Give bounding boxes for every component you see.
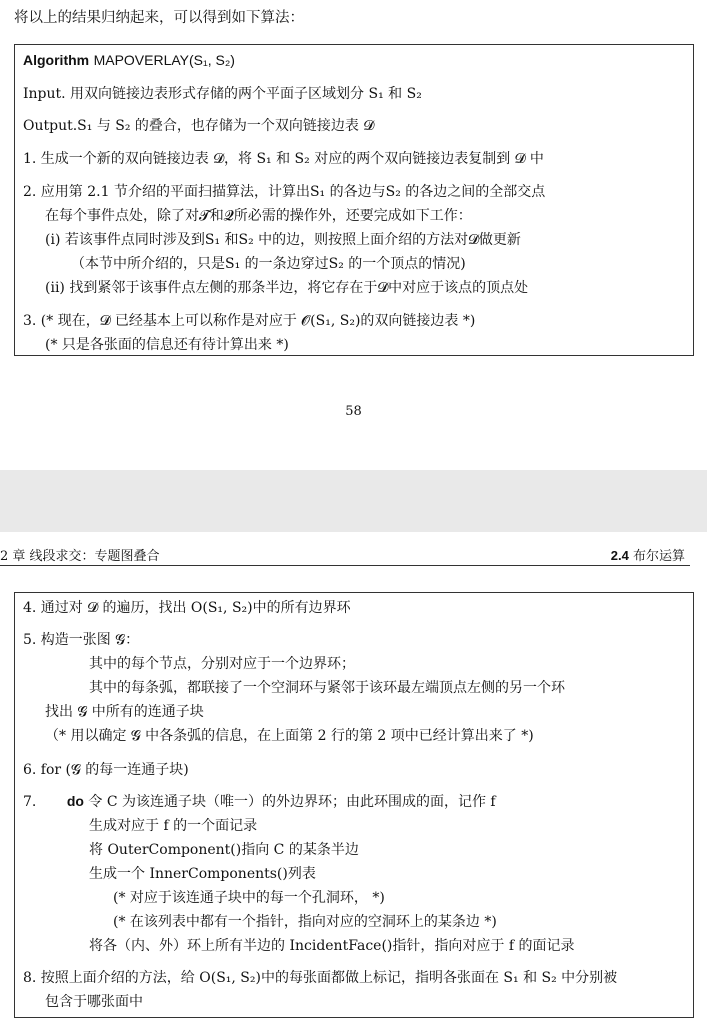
step-7-text: 令 C 为该连通子块（唯一）的外边界环；由此环围成的面，记作 f — [88, 794, 496, 810]
section-title: 布尔运算 — [632, 549, 685, 564]
step-7f: 将各（内、外）环上所有半边的 IncidentFace()指针，指向对应于 f 的面记录 — [89, 938, 575, 954]
step-5c: 找出 𝓖 中所有的连通子块 — [45, 704, 204, 720]
running-header — [0, 545, 707, 565]
output-line: Output.S₁ 与 S₂ 的叠合，也存储为一个双向链接边表 𝓓 — [23, 118, 375, 134]
page-gap — [0, 470, 707, 532]
step-5: 5. 构造一张图 𝓖： — [23, 632, 140, 648]
step-7 — [23, 791, 496, 811]
algorithm-box — [14, 44, 694, 356]
algorithm-title — [23, 52, 235, 69]
input-line: Input. 用双向链接边表形式存储的两个平面子区域划分 S₁ 和 S₂ — [23, 86, 422, 102]
step-3b: (* 只是各张面的信息还有待计算出来 *) — [45, 337, 289, 353]
step-2a: 2. 应用第 2.1 节介绍的平面扫描算法，计算出S₁ 的各边与S₂ 的各边之间的全部交点 — [23, 184, 546, 200]
step-6: 6. for (𝓖 的每一连通子块) — [23, 762, 189, 778]
section-number: 2.4 — [610, 548, 629, 563]
step-7d: (* 对应于该连通子块中的每一个孔洞环， *) — [113, 890, 385, 906]
step-7a: 生成对应于 f 的一个面记录 — [89, 818, 258, 834]
step-3a: 3. (* 现在，𝓓 已经基本上可以称作是对应于 𝓞(S₁, S₂)的双向链接边表 *) — [23, 313, 476, 329]
step-7-number: 7. — [23, 794, 37, 810]
step-7e: (* 在该列表中都有一个指针，指向对应的空洞环上的某条边 *) — [113, 914, 497, 930]
step-4: 4. 通过对 𝓓 的遍历，找出 O(S₁, S₂)中的所有边界环 — [23, 600, 351, 616]
step-5b: 其中的每条弧，都联接了一个空洞环与紧邻于该环最左端顶点左侧的另一个环 — [89, 680, 565, 696]
step-2-i-b: （本节中所介绍的，只是S₁ 的一条边穿过S₂ 的一个顶点的情况) — [71, 256, 466, 272]
step-8a: 8. 按照上面介绍的方法，给 O(S₁, S₂)中的每张面都做上标记，指明各张面在 S₁ 和 S₂ 中分别被 — [23, 970, 618, 986]
step-5a: 其中的每个节点，分别对应于一个边界环； — [89, 656, 355, 672]
algorithm-name: MAPOVERLAY(S₁, S₂) — [93, 52, 235, 68]
step-7-do: do — [66, 793, 84, 809]
intro-text: 将以上的结果归纳起来，可以得到如下算法： — [14, 10, 304, 26]
step-8b: 包含于哪张面中 — [45, 994, 143, 1010]
step-1: 1. 生成一个新的双向链接边表 𝓓，将 S₁ 和 S₂ 对应的两个双向链接边表复制到 𝓓 中 — [23, 151, 544, 167]
step-5d: （* 用以确定 𝓖 中各条弧的信息，在上面第 2 行的第 2 项中已经计算出来了 *) — [45, 728, 534, 744]
running-header-right — [611, 545, 685, 564]
header-rule — [0, 565, 690, 566]
running-header-left: 2 章 线段求交：专题图叠合 — [0, 549, 160, 564]
step-7b: 将 OuterComponent()指向 C 的某条半边 — [89, 842, 359, 858]
algorithm-keyword: Algorithm — [23, 52, 90, 68]
step-2-i-a: (i) 若该事件点同时涉及到S₁ 和S₂ 中的边，则按照上面介绍的方法对𝓓做更新 — [45, 232, 521, 248]
step-7c: 生成一个 InnerComponents()列表 — [89, 866, 316, 882]
page-number: 58 — [345, 404, 362, 419]
step-2b: 在每个事件点处，除了对𝓣和𝓠所必需的操作外，还要完成如下工作： — [45, 208, 472, 224]
step-2-ii: (ii) 找到紧邻于该事件点左侧的那条半边，将它存在于𝓓中对应于该点的顶点处 — [45, 280, 529, 296]
algorithm-box-continued — [14, 592, 694, 1018]
